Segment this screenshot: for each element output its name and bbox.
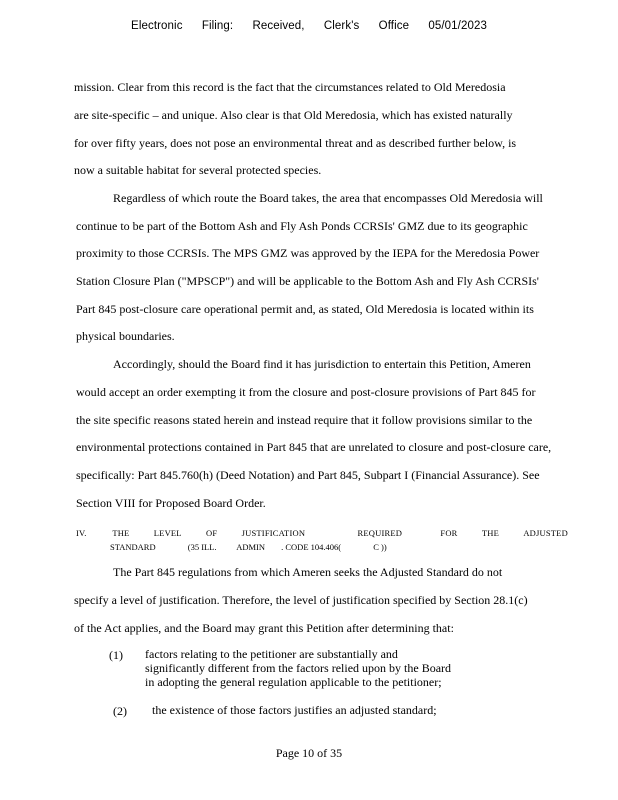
heading-word: ADMIN: [236, 542, 265, 552]
heading-word: . CODE 104.406(: [281, 542, 342, 552]
list-item-line: factors relating to the petitioner are substantially and: [145, 647, 398, 661]
heading-word: OF: [206, 528, 218, 538]
header-date: 05/01/2023: [428, 20, 487, 32]
paragraph-3-line: would accept an order exempting it from the closure and post-closure provisions of Part 845 for: [76, 385, 536, 399]
heading-word: REQUIRED: [357, 528, 403, 538]
heading-word: FOR: [440, 528, 458, 538]
heading-word: THE: [481, 528, 499, 538]
heading-word: THE: [112, 528, 130, 538]
header-received: Received,: [252, 20, 305, 32]
list-item-number: (2): [113, 704, 127, 718]
paragraph-1-line: now a suitable habitat for several protected species.: [74, 163, 322, 177]
heading-word: JUSTIFICATION: [241, 528, 306, 538]
paragraph-2-line: Part 845 post-closure care operational permit and, as stated, Old Meredosia is located within its: [76, 302, 534, 316]
paragraph-3-line: the site specific reasons stated herein and instead require that it follow provisions similar to the: [76, 413, 533, 427]
paragraph-3-line: Section VIII for Proposed Board Order.: [76, 496, 266, 510]
heading-word: ADJUSTED: [523, 528, 568, 538]
paragraph-3-line: environmental protections contained in Part 845 that are unrelated to closure and post-closure care,: [76, 440, 552, 454]
paragraph-4-line: of the Act applies, and the Board may grant this Petition after determining that:: [74, 621, 454, 635]
paragraph-4-line: specify a level of justification. Therefore, the level of justification specified by Section 28.1(c): [74, 593, 528, 607]
list-item-number: (1): [109, 648, 123, 662]
heading-word: (35 ILL.: [187, 542, 217, 552]
heading-word: C )): [373, 542, 387, 552]
paragraph-1-line: for over fifty years, does not pose an environmental threat and as described further below, is: [74, 136, 517, 150]
paragraph-2-line: continue to be part of the Bottom Ash and Fly Ash Ponds CCRSIs' GMZ due to its geographic: [76, 219, 528, 233]
paragraph-3-line: specifically: Part 845.760(h) (Deed Notation) and Part 845, Subpart I (Financial Assurance). See: [76, 468, 540, 482]
list-item-line: in adopting the general regulation applicable to the petitioner;: [145, 675, 442, 689]
paragraph-1-line: are site-specific – and unique. Also clear is that Old Meredosia, which has existed naturally: [74, 108, 513, 122]
heading-word: STANDARD: [110, 542, 156, 552]
section-heading: [76, 528, 590, 538]
header-filing: Filing:: [201, 20, 234, 32]
list-item-line: the existence of those factors justifies an adjusted standard;: [152, 703, 437, 717]
paragraph-2-line: Regardless of which route the Board takes, the area that encompasses Old Meredosia will: [113, 191, 543, 205]
section-heading-line-2: [110, 542, 387, 552]
header-electronic: Electronic: [131, 20, 183, 32]
paragraph-2-line: proximity to those CCRSIs. The MPS GMZ was approved by the IEPA for the Meredosia Power: [76, 246, 540, 260]
paragraph-4-line: The Part 845 regulations from which Ameren seeks the Adjusted Standard do not: [113, 565, 503, 579]
header-clerks: Clerk's: [323, 20, 360, 32]
paragraph-2-line: physical boundaries.: [76, 329, 175, 343]
heading-word: LEVEL: [153, 528, 182, 538]
paragraph-1-line: mission. Clear from this record is the fact that the circumstances related to Old Meredosia: [74, 80, 506, 94]
paragraph-2-line: Station Closure Plan ("MPSCP") and will be applicable to the Bottom Ash and Fly Ash CCRSIs': [76, 274, 539, 288]
filing-header: [0, 20, 618, 32]
page-number-footer: Page 10 of 35: [275, 746, 343, 760]
paragraph-3-line: Accordingly, should the Board find it has jurisdiction to entertain this Petition, Ameren: [113, 357, 531, 371]
header-office: Office: [378, 20, 410, 32]
list-item-line: significantly different from the factors relied upon by the Board: [145, 661, 452, 675]
section-number: IV.: [76, 528, 87, 538]
